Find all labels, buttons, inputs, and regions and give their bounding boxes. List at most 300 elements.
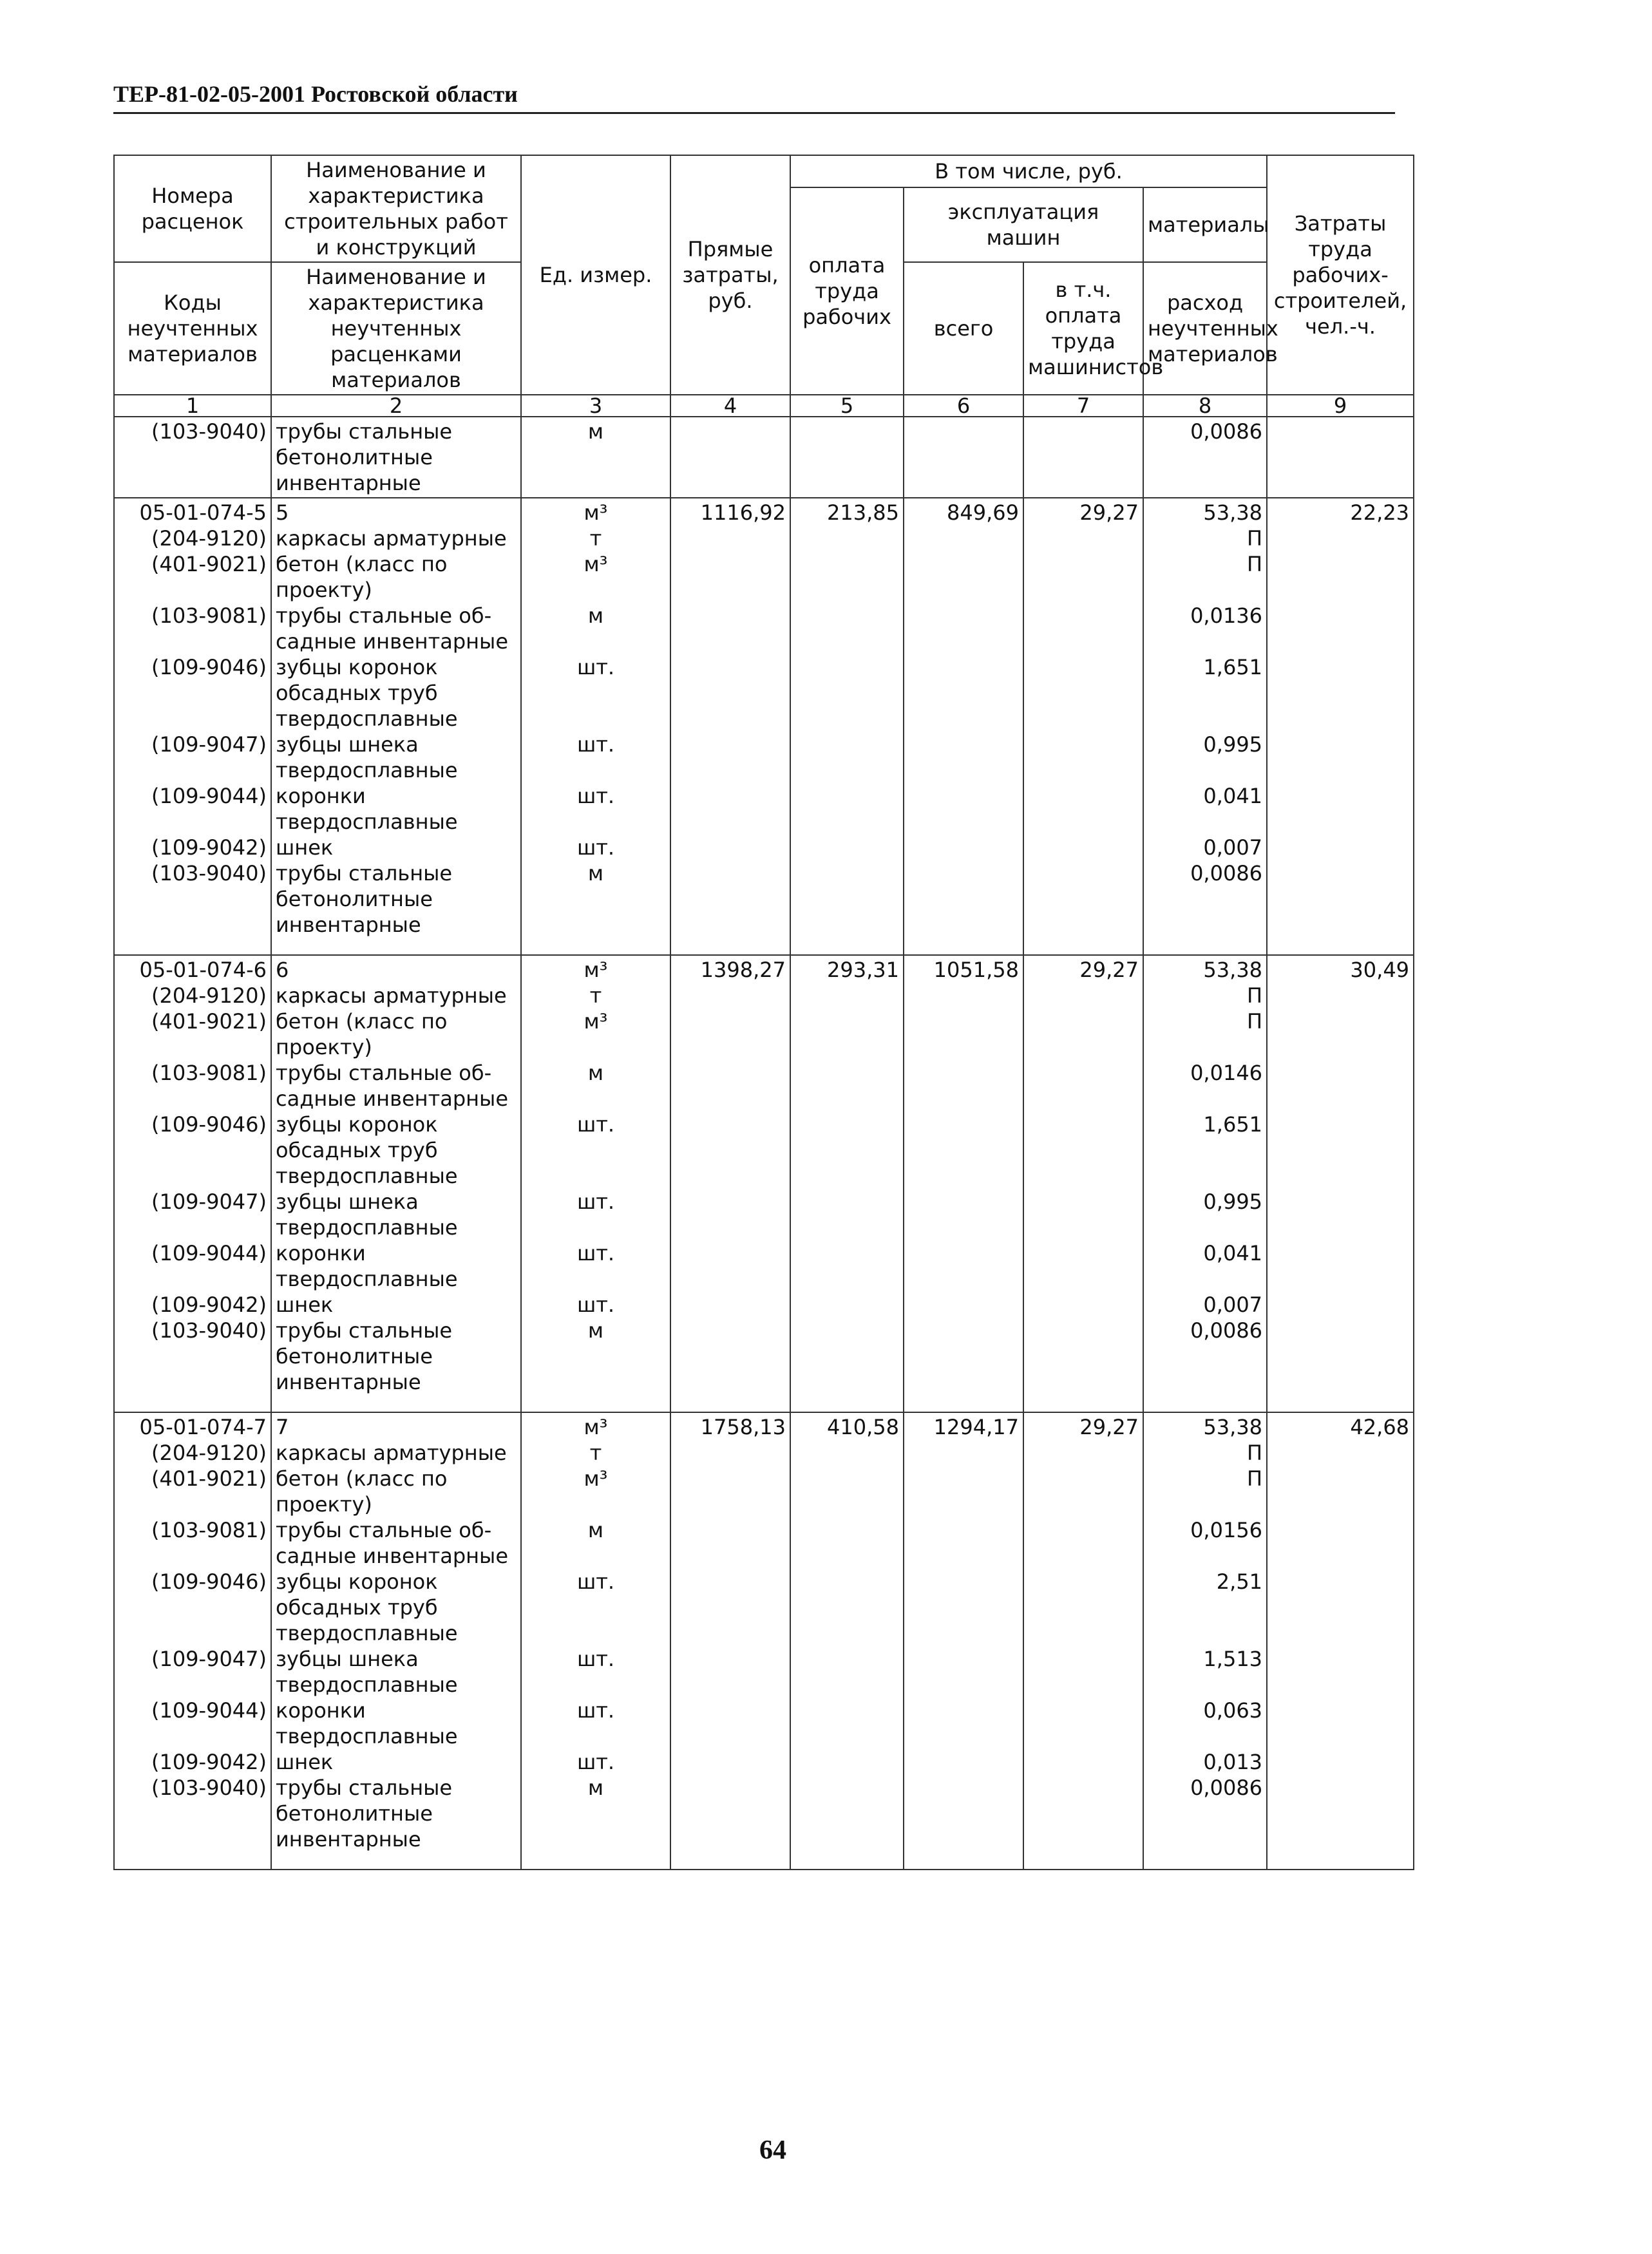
- row-filler: [1148, 1343, 1262, 1369]
- material-qty: 0,063: [1203, 1698, 1263, 1723]
- row-filler: [526, 1723, 666, 1749]
- header-including: В том числе, руб.: [790, 155, 1267, 187]
- header-materials: материалы: [1143, 187, 1267, 262]
- material-name-line: инвентарные: [276, 471, 421, 495]
- material-name-line: твердосплавные: [276, 758, 458, 782]
- materials-cell: [1143, 498, 1267, 955]
- labor-costs-cell: [1267, 498, 1414, 955]
- worker-pay-cell: [790, 955, 904, 1412]
- material-qty: 0,041: [1203, 784, 1263, 808]
- row-filler: [1148, 1369, 1262, 1395]
- material-name-line: твердосплавные: [276, 1267, 458, 1291]
- material-qty: 0,995: [1203, 1189, 1263, 1214]
- header-machines: эксплуатация машин: [904, 187, 1143, 262]
- material-name-line: бетон (класс по: [276, 552, 448, 576]
- material-name-line: каркасы арматурные: [276, 1441, 507, 1465]
- material-code: (204-9120): [151, 526, 267, 551]
- rate-unit: м³: [584, 958, 608, 982]
- material-qty: 1,651: [1203, 1112, 1263, 1137]
- table-row: [114, 498, 1414, 955]
- material-name-cell: [271, 417, 521, 498]
- rate-name: 7: [276, 1415, 289, 1439]
- row-filler: [526, 629, 666, 654]
- direct-costs-cell: [670, 498, 790, 955]
- material-code: (103-9040): [151, 1776, 267, 1800]
- material-unit: т: [589, 526, 602, 551]
- row-filler: [526, 912, 666, 938]
- row-filler: [1148, 1215, 1262, 1240]
- material-name-line: твердосплавные: [276, 1621, 458, 1645]
- rates-table: [113, 155, 1414, 1870]
- row-filler: [526, 1343, 666, 1369]
- row-filler: [1148, 1620, 1262, 1646]
- row-spacer: [276, 938, 517, 953]
- material-name-line: проекту): [276, 1035, 372, 1059]
- row-filler: [119, 1595, 267, 1620]
- row-filler: [119, 1369, 267, 1395]
- row-filler: [526, 1034, 666, 1060]
- materials-cell: [1143, 955, 1267, 1412]
- code-cell: [114, 498, 271, 955]
- row-filler: [1148, 912, 1262, 938]
- worker-pay-cell: [790, 417, 904, 498]
- material-code: (103-9081): [151, 603, 267, 628]
- material-unit: м: [587, 1776, 604, 1800]
- material-name-line: зубцы шнека: [276, 1189, 419, 1214]
- row-filler: [1148, 1672, 1262, 1698]
- material-qty: П: [1246, 552, 1263, 576]
- materials-value: 53,38: [1203, 958, 1263, 982]
- row-filler: [526, 1595, 666, 1620]
- row-filler: [119, 1215, 267, 1240]
- material-name-line: инвентарные: [276, 1370, 421, 1394]
- material-unit: м: [587, 419, 604, 444]
- material-code: (109-9044): [151, 784, 267, 808]
- row-filler: [119, 1137, 267, 1163]
- direct-costs-cell: [670, 1412, 790, 1870]
- material-name-line: бетонолитные: [276, 1344, 433, 1368]
- material-qty: 0,0136: [1190, 603, 1263, 628]
- header-material-name: Наименование и характеристика неучтенных расценками материалов: [271, 262, 521, 395]
- material-name-line: бетон (класс по: [276, 1466, 448, 1491]
- machines-total-cell: [904, 498, 1023, 955]
- row-filler: [526, 1086, 666, 1112]
- material-qty: 0,0086: [1190, 419, 1263, 444]
- page-number: 64: [759, 2136, 786, 2165]
- material-name-line: твердосплавные: [276, 1164, 458, 1188]
- machines-total-cell: [904, 1412, 1023, 1870]
- material-unit: м³: [584, 1009, 608, 1034]
- material-code: (103-9040): [151, 419, 267, 444]
- table-row: [114, 955, 1414, 1412]
- material-qty: 0,007: [1203, 1293, 1263, 1317]
- row-filler: [119, 809, 267, 835]
- row-filler: [526, 1215, 666, 1240]
- material-name-line: твердосплавные: [276, 810, 458, 834]
- material-name-line: инвентарные: [276, 913, 421, 937]
- row-filler: [1148, 1492, 1262, 1517]
- column-number: 3: [521, 395, 670, 417]
- worker-pay-cell: [790, 498, 904, 955]
- table-row: [114, 417, 1414, 498]
- row-filler: [119, 1723, 267, 1749]
- header-labor-costs: Затраты труда рабочих-строителей, чел.-ч.: [1267, 155, 1414, 395]
- row-filler: [1148, 1543, 1262, 1569]
- rate-code: 05-01-074-6: [139, 958, 267, 982]
- material-qty: П: [1246, 1441, 1263, 1465]
- row-filler: [119, 886, 267, 912]
- row-filler: [1148, 1801, 1262, 1826]
- row-filler: [1148, 706, 1262, 732]
- material-code-cell: [114, 417, 271, 498]
- labor-costs-cell: [1267, 955, 1414, 1412]
- header-material-codes: Коды неучтенных материалов: [114, 262, 271, 395]
- material-qty: П: [1246, 1009, 1263, 1034]
- row-filler: [119, 1826, 267, 1852]
- material-name-line: обсадных труб: [276, 1138, 438, 1162]
- unit-cell: [521, 955, 670, 1412]
- row-filler: [119, 1801, 267, 1826]
- material-code: (103-9081): [151, 1061, 267, 1085]
- material-unit: м: [587, 1518, 604, 1542]
- material-unit: шт.: [576, 784, 615, 808]
- material-name-line: обсадных труб: [276, 1595, 438, 1620]
- row-spacer: [526, 1395, 666, 1410]
- material-name-line: зубцы коронок: [276, 655, 438, 679]
- labor-costs-cell: [1267, 417, 1414, 498]
- row-filler: [526, 680, 666, 706]
- machinist-pay-value: 29,27: [1079, 1415, 1139, 1439]
- row-filler: [526, 706, 666, 732]
- machines-total-cell: [904, 417, 1023, 498]
- unit-cell: [521, 498, 670, 955]
- worker-pay-value: 293,31: [827, 958, 899, 982]
- material-unit: шт.: [576, 1569, 615, 1594]
- material-name-line: трубы стальные об-: [276, 1518, 492, 1542]
- material-name-line: твердосплавные: [276, 706, 458, 731]
- material-name-line: твердосплавные: [276, 1724, 458, 1748]
- row-filler: [119, 577, 267, 603]
- name-cell: [271, 1412, 521, 1870]
- row-filler: [526, 1137, 666, 1163]
- material-name-line: трубы стальные: [276, 1776, 453, 1800]
- material-name-line: инвентарные: [276, 1827, 421, 1852]
- row-spacer: [119, 1395, 267, 1410]
- material-code: (109-9047): [151, 732, 267, 757]
- worker-pay-value: 410,58: [827, 1415, 899, 1439]
- labor-costs-cell: [1267, 1412, 1414, 1870]
- row-filler: [1148, 1137, 1262, 1163]
- row-spacer: [119, 1852, 267, 1868]
- row-spacer: [526, 938, 666, 953]
- material-code: (109-9042): [151, 835, 267, 860]
- material-name-line: каркасы арматурные: [276, 983, 507, 1008]
- row-filler: [1148, 886, 1262, 912]
- material-name-line: бетон (класс по: [276, 1009, 448, 1034]
- row-filler: [526, 1672, 666, 1698]
- material-name-line: шнек: [276, 1293, 334, 1317]
- name-cell: [271, 498, 521, 955]
- row-filler: [119, 629, 267, 654]
- header-work-name: Наименование и характеристика строительных работ и конструкций: [271, 155, 521, 262]
- material-name-line: твердосплавные: [276, 1672, 458, 1697]
- material-name-line: обсадных труб: [276, 681, 438, 705]
- material-name-line: трубы стальные: [276, 1318, 453, 1343]
- material-unit: м: [587, 1061, 604, 1085]
- material-name-line: трубы стальные: [276, 861, 453, 886]
- material-name-line: зубцы шнека: [276, 732, 419, 757]
- material-name-line: коронки: [276, 1698, 366, 1723]
- material-name-line: бетонолитные: [276, 1801, 433, 1826]
- material-code: (204-9120): [151, 983, 267, 1008]
- row-filler: [119, 706, 267, 732]
- header-machinist-pay: в т.ч. оплата труда машинистов: [1023, 262, 1143, 395]
- material-name-line: трубы стальные об-: [276, 603, 492, 628]
- column-number: 1: [114, 395, 271, 417]
- material-name-line: зубцы коронок: [276, 1569, 438, 1594]
- material-name-line: коронки: [276, 1241, 366, 1265]
- row-filler: [526, 1492, 666, 1517]
- row-filler: [119, 1672, 267, 1698]
- column-number: 7: [1023, 395, 1143, 417]
- material-unit: т: [589, 1441, 602, 1465]
- row-spacer: [526, 1852, 666, 1868]
- material-name-line: садные инвентарные: [276, 1086, 508, 1111]
- material-name-line: каркасы арматурные: [276, 526, 507, 551]
- row-filler: [1148, 1826, 1262, 1852]
- material-unit: шт.: [576, 1112, 615, 1137]
- material-unit: м³: [584, 1466, 608, 1491]
- header-machines-total: всего: [904, 262, 1023, 395]
- labor-costs-value: 30,49: [1350, 958, 1410, 982]
- row-filler: [526, 886, 666, 912]
- material-name-line: бетонолитные: [276, 445, 433, 469]
- material-unit: т: [589, 983, 602, 1008]
- labor-costs-value: 22,23: [1350, 500, 1410, 525]
- row-filler: [1148, 1266, 1262, 1292]
- material-name-line: садные инвентарные: [276, 629, 508, 654]
- material-unit: шт.: [576, 1189, 615, 1214]
- row-filler: [119, 1543, 267, 1569]
- material-code: (109-9047): [151, 1647, 267, 1671]
- machinist-pay-value: 29,27: [1079, 500, 1139, 525]
- material-unit: м: [587, 1318, 604, 1343]
- material-qty: П: [1246, 526, 1263, 551]
- material-qty: 2,51: [1216, 1569, 1263, 1594]
- material-name-line: проекту): [276, 1492, 372, 1517]
- worker-pay-cell: [790, 1412, 904, 1870]
- row-filler: [526, 757, 666, 783]
- labor-costs-value: 42,68: [1350, 1415, 1410, 1439]
- column-number: 4: [670, 395, 790, 417]
- material-unit: шт.: [576, 1750, 615, 1774]
- row-filler: [1148, 680, 1262, 706]
- column-number: 5: [790, 395, 904, 417]
- material-name-line: зубцы коронок: [276, 1112, 438, 1137]
- row-filler: [119, 757, 267, 783]
- materials-value: 53,38: [1203, 500, 1263, 525]
- row-filler: [1148, 577, 1262, 603]
- machines-total-cell: [904, 955, 1023, 1412]
- direct-costs-value: 1116,92: [700, 500, 786, 525]
- row-filler: [119, 1266, 267, 1292]
- material-qty: 0,0146: [1190, 1061, 1263, 1085]
- row-filler: [119, 1163, 267, 1189]
- row-spacer: [276, 1395, 517, 1410]
- material-name-line: садные инвентарные: [276, 1544, 508, 1568]
- machines-total-value: 1294,17: [933, 1415, 1019, 1439]
- material-code: (103-9040): [151, 861, 267, 886]
- material-code: (109-9044): [151, 1698, 267, 1723]
- material-qty: 0,007: [1203, 835, 1263, 860]
- header-rate-numbers: Номера расценок: [114, 155, 271, 262]
- machinist-pay-cell: [1023, 955, 1143, 1412]
- rate-unit: м³: [584, 1415, 608, 1439]
- material-code: (103-9081): [151, 1518, 267, 1542]
- material-code: (109-9046): [151, 1569, 267, 1594]
- machines-total-value: 1051,58: [933, 958, 1019, 982]
- rate-name: 5: [276, 500, 289, 525]
- material-qty: 0,013: [1203, 1750, 1263, 1774]
- worker-pay-value: 213,85: [827, 500, 899, 525]
- name-cell: [271, 955, 521, 1412]
- row-filler: [1148, 629, 1262, 654]
- material-qty: 1,651: [1203, 655, 1263, 679]
- row-filler: [526, 809, 666, 835]
- column-number: 8: [1143, 395, 1267, 417]
- row-filler: [1148, 1086, 1262, 1112]
- row-filler: [119, 1034, 267, 1060]
- material-unit: шт.: [576, 1293, 615, 1317]
- row-filler: [119, 912, 267, 938]
- direct-costs-value: 1398,27: [700, 958, 786, 982]
- material-code: (109-9042): [151, 1750, 267, 1774]
- material-qty: 0,0086: [1190, 1776, 1263, 1800]
- material-unit: шт.: [576, 732, 615, 757]
- materials-cell: [1143, 417, 1267, 498]
- machinist-pay-value: 29,27: [1079, 958, 1139, 982]
- table-row: [114, 1412, 1414, 1870]
- machinist-pay-cell: [1023, 498, 1143, 955]
- row-filler: [526, 1543, 666, 1569]
- material-unit: м: [587, 603, 604, 628]
- material-code: (109-9046): [151, 1112, 267, 1137]
- table-body: [114, 417, 1414, 1870]
- material-code: (204-9120): [151, 1441, 267, 1465]
- code-cell: [114, 955, 271, 1412]
- material-qty: П: [1246, 1466, 1263, 1491]
- row-filler: [119, 1492, 267, 1517]
- direct-costs-value: 1758,13: [700, 1415, 786, 1439]
- row-filler: [1148, 1595, 1262, 1620]
- row-filler: [1148, 757, 1262, 783]
- header-unaccounted-materials: расход неучтенных материалов: [1143, 262, 1267, 395]
- row-filler: [526, 1620, 666, 1646]
- material-qty: 0,041: [1203, 1241, 1263, 1265]
- row-filler: [526, 1801, 666, 1826]
- material-code: (401-9021): [151, 1466, 267, 1491]
- machines-total-value: 849,69: [947, 500, 1019, 525]
- materials-value: 53,38: [1203, 1415, 1263, 1439]
- row-filler: [526, 1369, 666, 1395]
- material-qty: П: [1246, 983, 1263, 1008]
- material-unit: м: [587, 861, 604, 886]
- row-filler: [119, 1343, 267, 1369]
- material-name-line: бетонолитные: [276, 887, 433, 911]
- material-qty: 0,0156: [1190, 1518, 1263, 1542]
- column-numbers-row: [114, 395, 1414, 417]
- row-filler: [119, 680, 267, 706]
- material-unit: шт.: [576, 1241, 615, 1265]
- material-code: (109-9046): [151, 655, 267, 679]
- unit-cell: [521, 1412, 670, 1870]
- rate-unit: м³: [584, 500, 608, 525]
- material-name-line: шнек: [276, 835, 334, 860]
- row-filler: [526, 577, 666, 603]
- row-spacer: [119, 938, 267, 953]
- row-filler: [526, 1163, 666, 1189]
- material-unit: м³: [584, 552, 608, 576]
- material-unit: шт.: [576, 835, 615, 860]
- document-header: ТЕР-81-02-05-2001 Ростовской области: [113, 76, 1395, 114]
- row-spacer: [276, 1852, 517, 1868]
- machinist-pay-cell: [1023, 417, 1143, 498]
- material-name-line: зубцы шнека: [276, 1647, 419, 1671]
- unit-cell: [521, 417, 670, 498]
- material-qty: 0,0086: [1190, 1318, 1263, 1343]
- material-unit: шт.: [576, 1647, 615, 1671]
- material-unit: шт.: [576, 655, 615, 679]
- direct-costs-cell: [670, 955, 790, 1412]
- rate-code: 05-01-074-7: [139, 1415, 267, 1439]
- column-number: 6: [904, 395, 1023, 417]
- rate-code: 05-01-074-5: [139, 500, 267, 525]
- row-filler: [1148, 1163, 1262, 1189]
- direct-costs-cell: [670, 417, 790, 498]
- material-code: (401-9021): [151, 552, 267, 576]
- material-qty: 1,513: [1203, 1647, 1263, 1671]
- header-unit: Ед. измер.: [521, 155, 670, 395]
- material-code: (401-9021): [151, 1009, 267, 1034]
- row-filler: [1148, 1723, 1262, 1749]
- material-name-line: проекту): [276, 578, 372, 602]
- row-filler: [1148, 809, 1262, 835]
- column-number: 2: [271, 395, 521, 417]
- header-direct-costs: Прямые затраты, руб.: [670, 155, 790, 395]
- header-worker-pay: оплата труда рабочих: [790, 187, 904, 395]
- row-filler: [119, 1086, 267, 1112]
- material-code: (109-9047): [151, 1189, 267, 1214]
- row-filler: [526, 1266, 666, 1292]
- material-name-line: трубы стальные: [276, 419, 453, 444]
- rate-name: 6: [276, 958, 289, 982]
- material-unit: шт.: [576, 1698, 615, 1723]
- column-number: 9: [1267, 395, 1414, 417]
- material-name-line: твердосплавные: [276, 1215, 458, 1240]
- material-code: (109-9042): [151, 1293, 267, 1317]
- material-name-line: шнек: [276, 1750, 334, 1774]
- material-name-line: трубы стальные об-: [276, 1061, 492, 1085]
- row-filler: [119, 1620, 267, 1646]
- material-code: (109-9044): [151, 1241, 267, 1265]
- row-filler: [1148, 1034, 1262, 1060]
- row-filler: [526, 1826, 666, 1852]
- material-qty: 0,0086: [1190, 861, 1263, 886]
- material-qty: 0,995: [1203, 732, 1263, 757]
- material-code: (103-9040): [151, 1318, 267, 1343]
- material-name-line: коронки: [276, 784, 366, 808]
- table-header: [114, 155, 1414, 417]
